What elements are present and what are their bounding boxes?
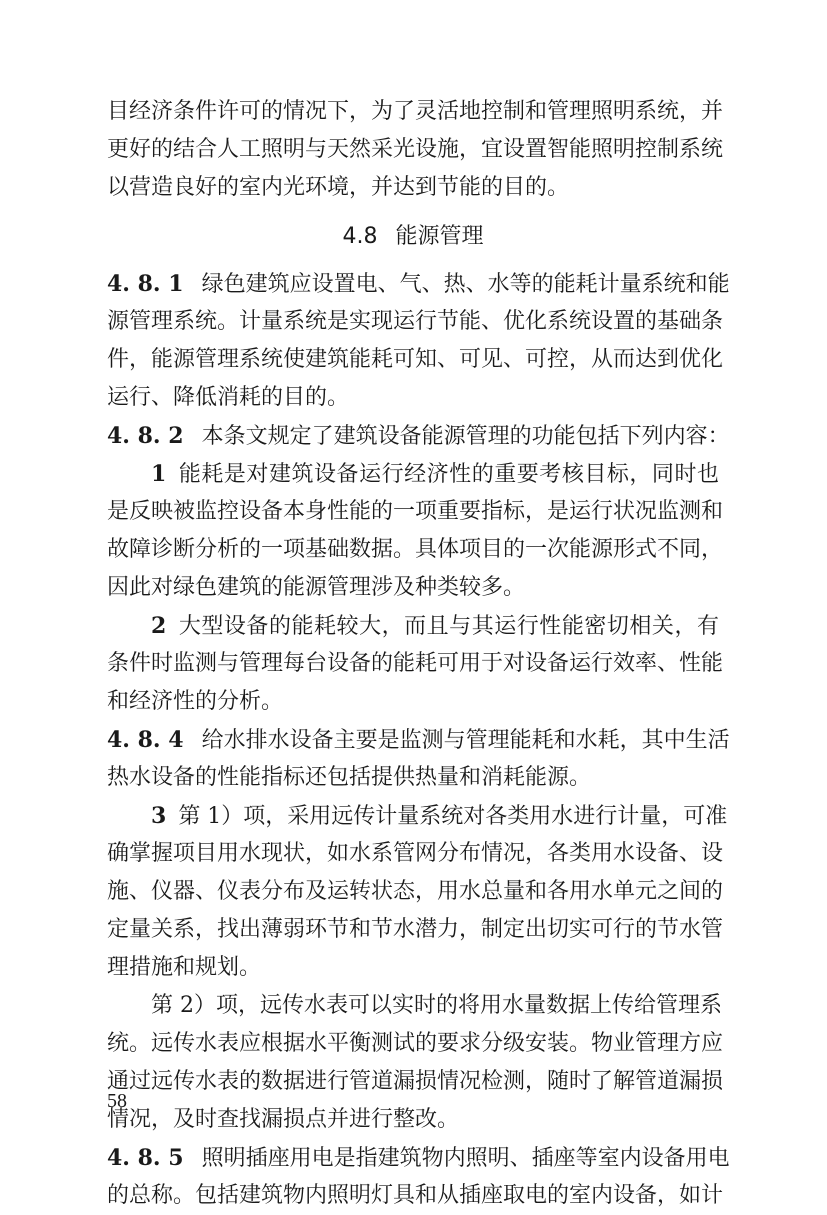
- text-line: 因此对绿色建筑的能源管理涉及种类较多。: [107, 575, 526, 600]
- text-line: 3 第 1）项，采用远传计量系统对各类用水进行计量，可准: [151, 803, 728, 829]
- text-line: 以营造良好的室内光环境，并达到节能的目的。: [107, 175, 570, 200]
- text-line: 定量关系，找出薄弱环节和节水潜力，制定出切实可行的节水管: [107, 917, 724, 942]
- text-line: 条件时监测与管理每台设备的能耗可用于对设备运行效率、性能: [107, 651, 724, 676]
- text-line: 热水设备的性能指标还包括提供热量和消耗能源。: [107, 765, 592, 790]
- text-line: 4. 8. 5 照明插座用电是指建筑物内照明、插座等室内设备用电: [107, 1145, 730, 1171]
- list-item-1: [107, 455, 724, 607]
- item-3-paragraph-2: [107, 987, 724, 1139]
- text-line: 情况，及时查找漏损点并进行整改。: [107, 1107, 460, 1132]
- list-item-2: [107, 607, 724, 721]
- text-line: 件，能源管理系统使建筑能耗可知、可见、可控，从而达到优化: [107, 347, 724, 372]
- text-line: 统。远传水表应根据水平衡测试的要求分级安装。物业管理方应: [107, 1031, 724, 1056]
- text-line: 故障诊断分析的一项基础数据。具体项目的一次能源形式不同，: [107, 537, 724, 562]
- text-line: 更好的结合人工照明与天然采光设施，宜设置智能照明控制系统: [107, 137, 724, 162]
- clause-4-8-1: [107, 265, 730, 417]
- text-line: 的总称。包括建筑物内照明灯具和从插座取电的室内设备，如计: [107, 1183, 724, 1208]
- text-line: 第 2）项，远传水表可以实时的将用水量数据上传给管理系: [151, 993, 722, 1018]
- text-line: 4. 8. 4 给水排水设备主要是监测与管理能耗和水耗，其中生活: [107, 727, 730, 753]
- text-line: 是反映被监控设备本身性能的一项重要指标，是运行状况监测和: [107, 499, 724, 524]
- text-line: 和经济性的分析。: [107, 689, 284, 714]
- text-line: 1 能耗是对建筑设备运行经济性的重要考核目标，同时也: [151, 461, 719, 487]
- text-line: 源管理系统。计量系统是实现运行节能、优化系统设置的基础条: [107, 309, 724, 334]
- clause-4-8-2: [107, 417, 730, 721]
- list-item-3: [107, 797, 728, 987]
- text-line: 运行、降低消耗的目的。: [107, 385, 350, 410]
- intro-paragraph: [107, 93, 724, 207]
- text-line: 4. 8. 1 绿色建筑应设置电、气、热、水等的能耗计量系统和能: [107, 271, 730, 297]
- text-line: 确掌握项目用水现状，如水系管网分布情况，各类用水设备、设: [107, 841, 724, 866]
- text-line: 2 大型设备的能耗较大，而且与其运行性能密切相关，有: [151, 613, 719, 639]
- clause-number: 4. 8. 1: [107, 271, 184, 297]
- section-heading: [107, 215, 719, 259]
- text-line: 4. 8. 2 本条文规定了建筑设备能源管理的功能包括下列内容：: [107, 423, 730, 449]
- clause-number: 4. 8. 4: [107, 727, 184, 753]
- page-number: 58: [107, 1090, 127, 1112]
- item-number: 1: [151, 461, 167, 487]
- clause-number: 4. 8. 2: [107, 423, 184, 449]
- text-line: 施、仪器、仪表分布及运转状态，用水总量和各用水单元之间的: [107, 879, 724, 904]
- document-body: [107, 93, 730, 1215]
- clause-4-8-5: [107, 1139, 730, 1215]
- section-title: 能源管理: [395, 224, 484, 249]
- item-number: 2: [151, 613, 167, 639]
- text-line: 理措施和规划。: [107, 955, 262, 980]
- item-number: 3: [151, 803, 167, 829]
- clause-number: 4. 8. 5: [107, 1145, 184, 1171]
- section-number: 4.8: [342, 224, 378, 249]
- text-line: 通过远传水表的数据进行管道漏损情况检测，随时了解管道漏损: [107, 1069, 724, 1094]
- text-line: 目经济条件许可的情况下，为了灵活地控制和管理照明系统，并: [107, 99, 724, 124]
- clause-4-8-4: [107, 721, 730, 1139]
